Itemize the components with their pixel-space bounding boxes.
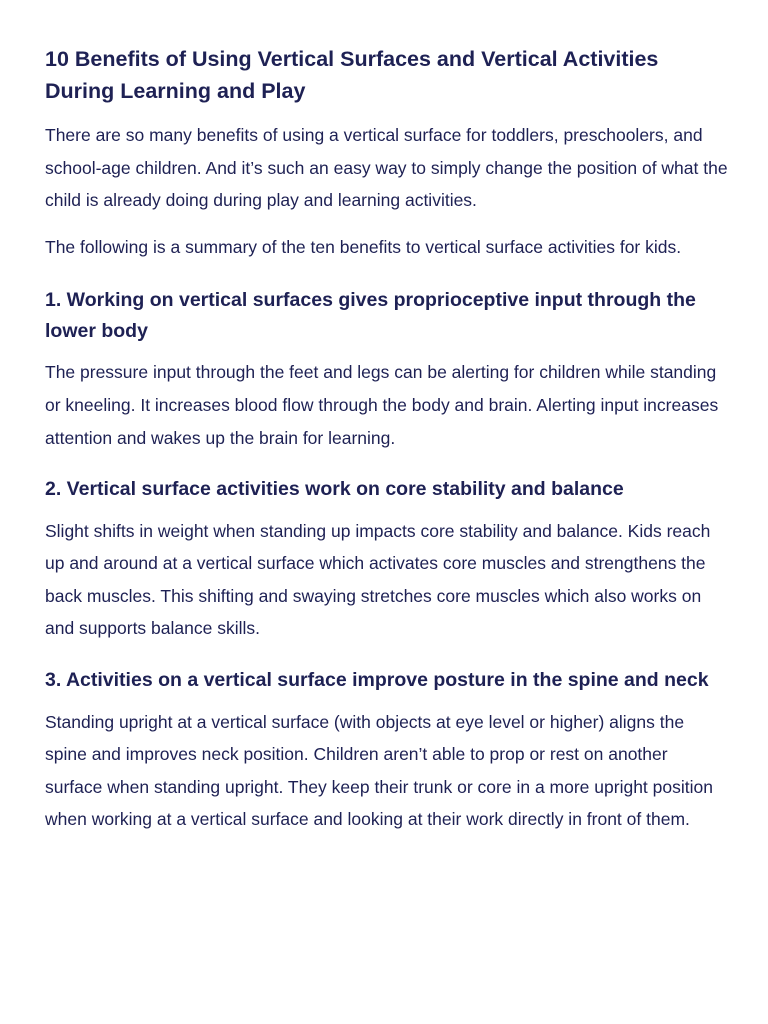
section-1-heading: 1. Working on vertical surfaces gives proprioceptive input through the lower body xyxy=(45,289,696,342)
section-3-text: Standing upright at a vertical surface (with objects at eye level or higher) aligns the spine and improves neck position. Children aren’t able to prop or rest on another surface when standing upright. They keep their trunk or core in a more upright position when working at a vertical surface and looking at their work directly in front of them. xyxy=(45,711,713,830)
intro-paragraph-2: The following is a summary of the ten benefits to vertical surface activities for kids. xyxy=(45,236,682,257)
intro-paragraph-1: There are so many benefits of using a vertical surface for toddlers, preschoolers, and school-age children. And it’s such an easy way to simply change the position of what the child is already doing during play and learning activities. xyxy=(45,125,728,211)
section-1-text: The pressure input through the feet and legs can be alerting for children while standing or kneeling. It increases blood flow through the body and brain. Alerting input increases attention and wakes up the brain for learning. xyxy=(45,362,719,448)
document-title: 10 Benefits of Using Vertical Surfaces and Vertical Activities During Learning and Play xyxy=(45,47,659,103)
section-2-heading: 2. Vertical surface activities work on core stability and balance xyxy=(45,478,624,501)
section-2-text: Slight shifts in weight when standing up impacts core stability and balance. Kids reach up and around at a vertical surface which activates core muscles and strengthens the back muscles. This shifting and swaying stretches core muscles which also works on and supports balance skills. xyxy=(45,520,711,639)
section-3-heading: 3. Activities on a vertical surface improve posture in the spine and neck xyxy=(45,669,709,692)
